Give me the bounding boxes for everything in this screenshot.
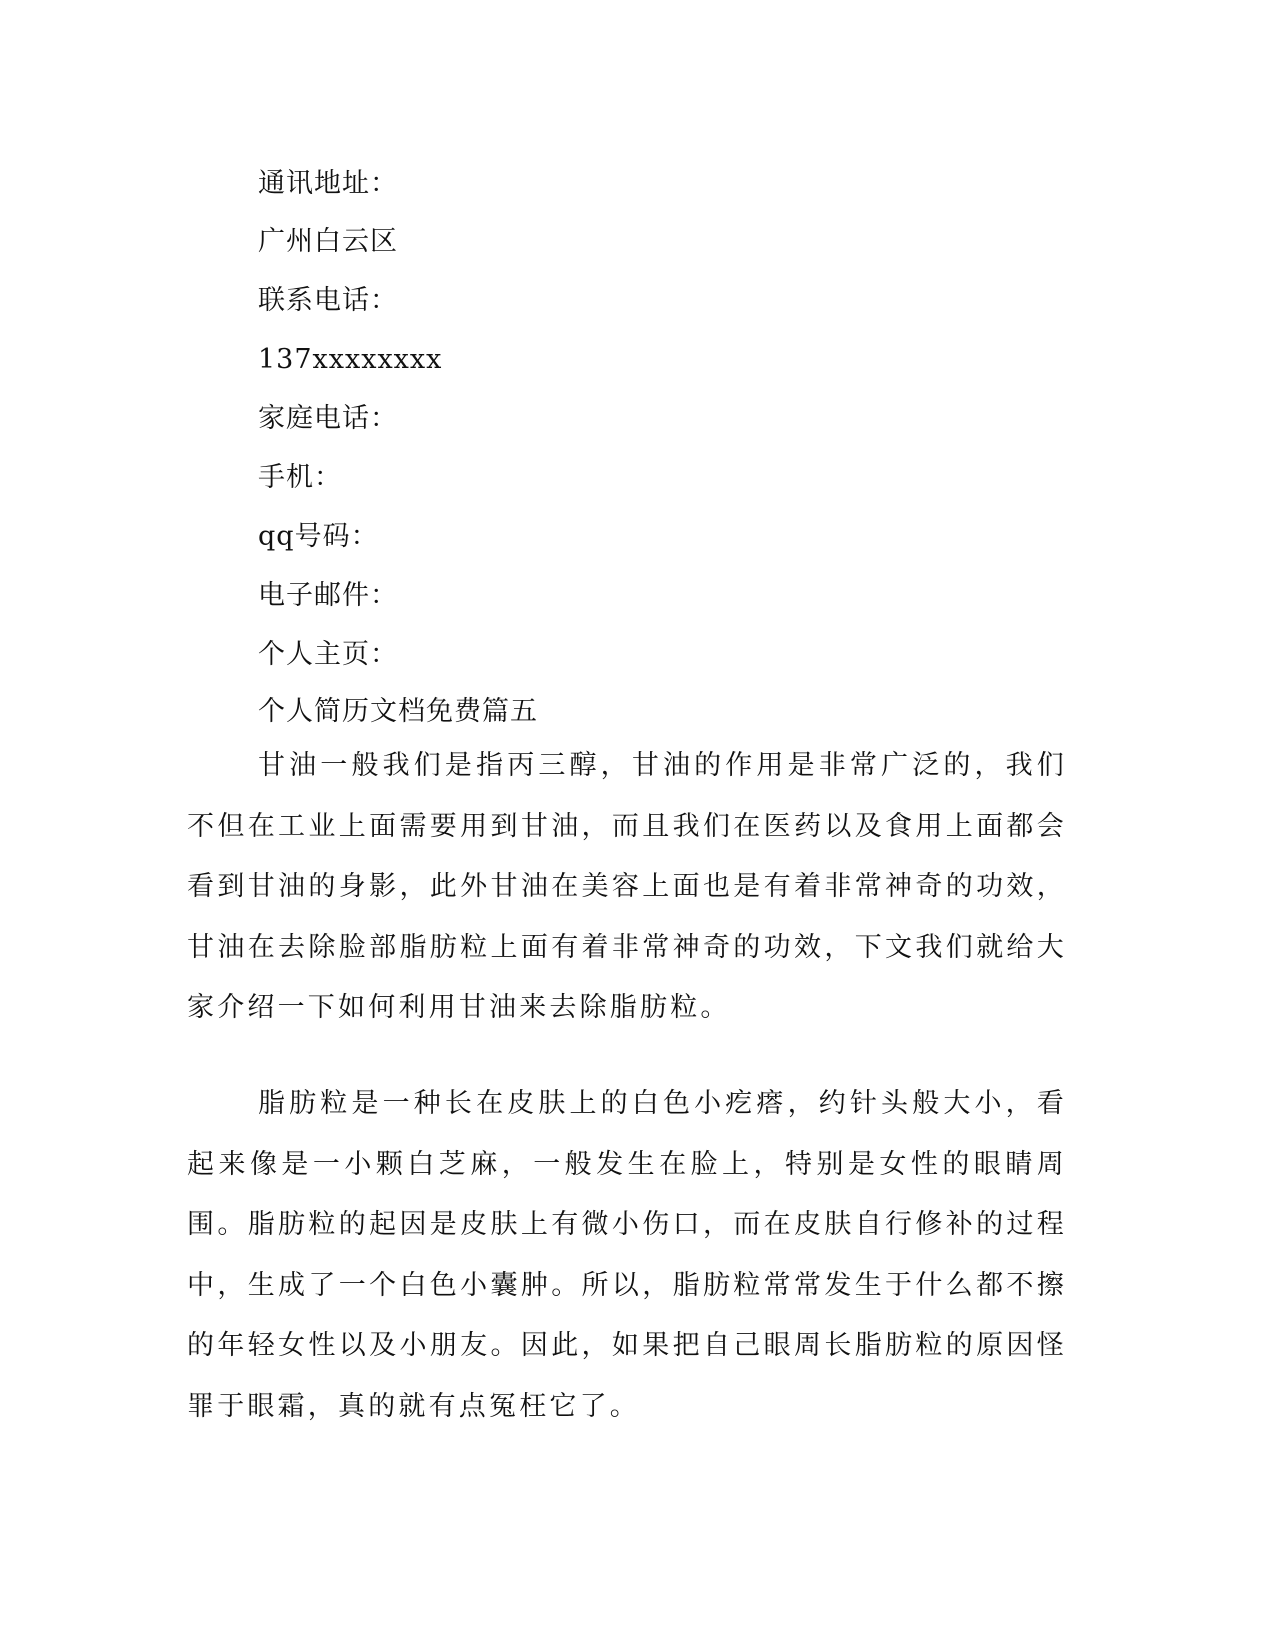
homepage-label: 个人主页： (258, 639, 398, 670)
contact-address-label: 通讯地址： (258, 168, 398, 199)
milia-paragraph: 脂肪粒是一种长在皮肤上的白色小疙瘩，约针头般大小，看起来像是一小颗白芝麻，一般发生在脸上，特别是女性的眼睛周围。脂肪粒的起因是皮肤上有微小伤口，而在皮肤自行修补的过程中，生成了一个白色小囊肿。所以，脂肪粒常常发生于什么都不擦的年轻女性以及小朋友。因此，如果把自己眼周长脂肪粒的原因怪罪于眼霜，真的就有点冤枉它了。 (187, 1088, 1067, 1422)
home-phone-label: 家庭电话： (258, 403, 398, 434)
mobile-label: 手机： (258, 462, 342, 493)
contact-address-value: 广州白云区 (258, 226, 398, 257)
section-heading: 个人简历文档免费篇五 (258, 696, 538, 727)
email-label: 电子邮件： (258, 580, 398, 611)
qq-number-label: qq号码： (258, 521, 379, 552)
glycerin-paragraph: 甘油一般我们是指丙三醇，甘油的作用是非常广泛的，我们不但在工业上面需要用到甘油，而且我们在医药以及食用上面都会看到甘油的身影，此外甘油在美容上面也是有着非常神奇的功效，甘油在去除脸部脂肪粒上面有着非常神奇的功效，下文我们就给大家介绍一下如何利用甘油来去除脂肪粒。 (187, 750, 1067, 1023)
contact-phone-label: 联系电话： (258, 285, 398, 316)
contact-phone-value: 137xxxxxxxx (258, 344, 443, 375)
